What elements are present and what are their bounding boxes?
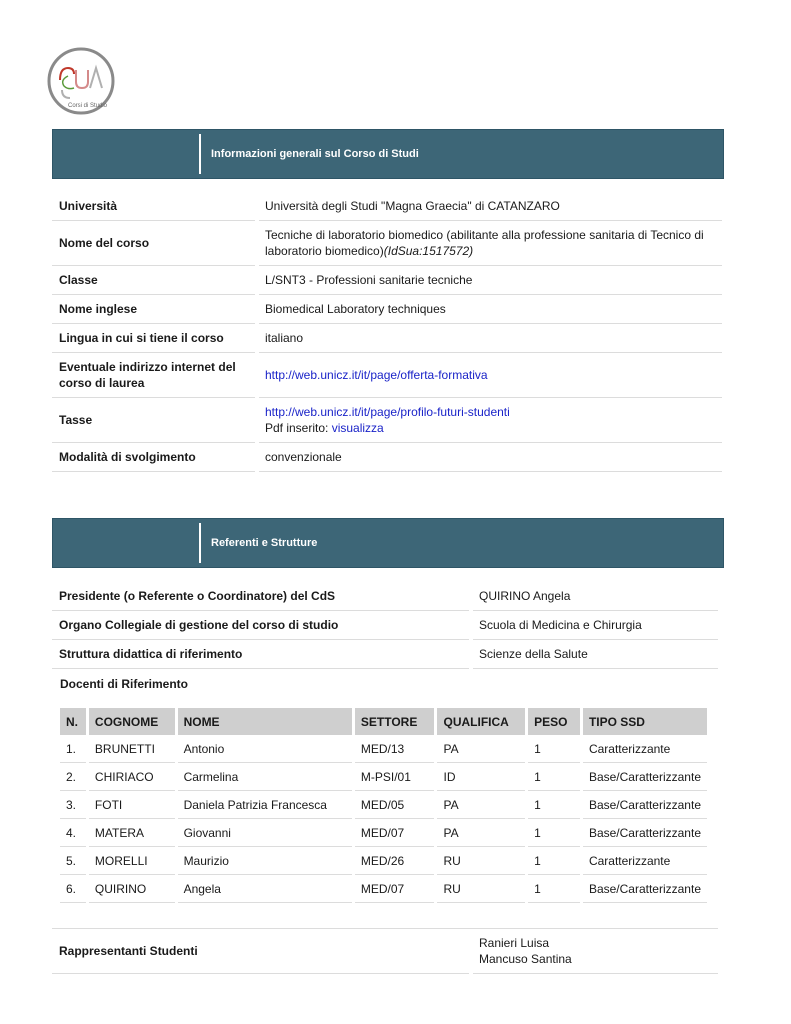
row-indirizzo bbox=[52, 353, 722, 398]
table-row bbox=[60, 763, 709, 791]
label-organo: Organo Collegiale di gestione del corso di studio bbox=[52, 611, 469, 640]
label-presidente: Presidente (o Referente o Coordinatore) del CdS bbox=[52, 582, 469, 611]
cell-qualifica: PA bbox=[436, 819, 527, 847]
value-nome-corso bbox=[259, 221, 722, 266]
cell-n: 4. bbox=[60, 819, 87, 847]
cell-tipo-ssd: Base/Caratterizzante bbox=[581, 875, 708, 903]
rappresentanti-table bbox=[52, 928, 718, 974]
value-lingua: italiano bbox=[259, 324, 722, 353]
cell-cognome: CHIRIACO bbox=[87, 763, 176, 791]
cell-nome: Maurizio bbox=[176, 847, 353, 875]
section-header-referenti bbox=[52, 518, 724, 568]
cell-cognome: FOTI bbox=[87, 791, 176, 819]
nome-corso-text: Tecniche di laboratorio biomedico (abilitante alla professione sanitaria di Tecnico di laboratorio biomedico) bbox=[265, 228, 704, 258]
label-nome-inglese: Nome inglese bbox=[52, 295, 255, 324]
cell-n: 5. bbox=[60, 847, 87, 875]
col-cognome: COGNOME bbox=[87, 708, 176, 735]
row-universita bbox=[52, 192, 722, 221]
cell-nome: Carmelina bbox=[176, 763, 353, 791]
cell-qualifica: PA bbox=[436, 791, 527, 819]
value-universita: Università degli Studi "Magna Graecia" di CATANZARO bbox=[259, 192, 722, 221]
header-divider bbox=[199, 134, 201, 174]
col-n: N. bbox=[60, 708, 87, 735]
cell-peso: 1 bbox=[527, 763, 582, 791]
cell-n: 3. bbox=[60, 791, 87, 819]
cell-nome: Angela bbox=[176, 875, 353, 903]
value-rappresentanti bbox=[473, 929, 718, 974]
cell-nome: Daniela Patrizia Francesca bbox=[176, 791, 353, 819]
docenti-header-row bbox=[60, 708, 709, 735]
cell-qualifica: ID bbox=[436, 763, 527, 791]
cell-settore: MED/26 bbox=[353, 847, 436, 875]
section-header-informazioni bbox=[52, 129, 724, 179]
table-row bbox=[60, 791, 709, 819]
cell-n: 1. bbox=[60, 735, 87, 763]
header-divider bbox=[199, 523, 201, 563]
docenti-table bbox=[60, 708, 710, 903]
cell-cognome: QUIRINO bbox=[87, 875, 176, 903]
col-settore: SETTORE bbox=[353, 708, 436, 735]
cell-qualifica: RU bbox=[436, 875, 527, 903]
col-tipo-ssd: TIPO SSD bbox=[581, 708, 708, 735]
cell-peso: 1 bbox=[527, 791, 582, 819]
label-tasse: Tasse bbox=[52, 398, 255, 443]
svg-text:Corsi di Studio: Corsi di Studio bbox=[68, 103, 108, 109]
cell-cognome: BRUNETTI bbox=[87, 735, 176, 763]
label-universita: Università bbox=[52, 192, 255, 221]
link-profilo-futuri-studenti[interactable]: http://web.unicz.it/it/page/profilo-futuri-studenti bbox=[265, 405, 510, 419]
row-classe bbox=[52, 266, 722, 295]
cell-tipo-ssd: Base/Caratterizzante bbox=[581, 791, 708, 819]
row-presidente bbox=[52, 582, 718, 611]
cell-settore: MED/07 bbox=[353, 819, 436, 847]
cell-settore: MED/07 bbox=[353, 875, 436, 903]
cell-cognome: MATERA bbox=[87, 819, 176, 847]
cell-settore: MED/13 bbox=[353, 735, 436, 763]
col-nome: NOME bbox=[176, 708, 353, 735]
table-row bbox=[60, 875, 709, 903]
cell-nome: Giovanni bbox=[176, 819, 353, 847]
sua-logo bbox=[46, 46, 116, 116]
cell-nome: Antonio bbox=[176, 735, 353, 763]
cell-settore: M-PSI/01 bbox=[353, 763, 436, 791]
col-qualifica: QUALIFICA bbox=[436, 708, 527, 735]
label-classe: Classe bbox=[52, 266, 255, 295]
label-lingua: Lingua in cui si tiene il corso bbox=[52, 324, 255, 353]
nome-corso-id: (IdSua:1517572) bbox=[383, 244, 474, 258]
cell-peso: 1 bbox=[527, 819, 582, 847]
col-peso: PESO bbox=[527, 708, 582, 735]
table-row bbox=[60, 735, 709, 763]
label-indirizzo: Eventuale indirizzo internet del corso di laurea bbox=[52, 353, 255, 398]
cell-qualifica: PA bbox=[436, 735, 527, 763]
label-modalita: Modalità di svolgimento bbox=[52, 443, 255, 472]
value-tasse bbox=[259, 398, 722, 443]
row-lingua bbox=[52, 324, 722, 353]
row-nome-inglese bbox=[52, 295, 722, 324]
cell-n: 6. bbox=[60, 875, 87, 903]
label-rappresentanti: Rappresentanti Studenti bbox=[52, 929, 469, 974]
cell-qualifica: RU bbox=[436, 847, 527, 875]
cell-cognome: MORELLI bbox=[87, 847, 176, 875]
value-classe: L/SNT3 - Professioni sanitarie tecniche bbox=[259, 266, 722, 295]
label-struttura: Struttura didattica di riferimento bbox=[52, 640, 469, 669]
link-visualizza[interactable]: visualizza bbox=[331, 421, 384, 435]
label-nome-corso: Nome del corso bbox=[52, 221, 255, 266]
referenti-table bbox=[52, 582, 718, 669]
value-struttura: Scienze della Salute bbox=[473, 640, 718, 669]
student-name: Mancuso Santina bbox=[479, 952, 572, 966]
student-name: Ranieri Luisa bbox=[479, 936, 550, 950]
value-modalita: convenzionale bbox=[259, 443, 722, 472]
value-presidente: QUIRINO Angela bbox=[473, 582, 718, 611]
table-row bbox=[60, 819, 709, 847]
table-row bbox=[60, 847, 709, 875]
cell-peso: 1 bbox=[527, 735, 582, 763]
row-rappresentanti bbox=[52, 929, 718, 974]
info-table bbox=[52, 192, 722, 472]
row-nome-corso bbox=[52, 221, 722, 266]
docenti-heading: Docenti di Riferimento bbox=[60, 677, 189, 691]
value-indirizzo bbox=[259, 353, 722, 398]
cell-n: 2. bbox=[60, 763, 87, 791]
section-title: Informazioni generali sul Corso di Studi bbox=[211, 148, 419, 160]
cell-tipo-ssd: Caratterizzante bbox=[581, 847, 708, 875]
cell-tipo-ssd: Caratterizzante bbox=[581, 735, 708, 763]
link-offerta-formativa[interactable]: http://web.unicz.it/it/page/offerta-formativa bbox=[265, 368, 488, 382]
cell-peso: 1 bbox=[527, 875, 582, 903]
cell-peso: 1 bbox=[527, 847, 582, 875]
row-tasse bbox=[52, 398, 722, 443]
cell-tipo-ssd: Base/Caratterizzante bbox=[581, 763, 708, 791]
value-organo: Scuola di Medicina e Chirurgia bbox=[473, 611, 718, 640]
row-organo bbox=[52, 611, 718, 640]
row-struttura bbox=[52, 640, 718, 669]
section-title: Referenti e Strutture bbox=[211, 537, 318, 549]
pdf-inserito-label: Pdf inserito: bbox=[265, 421, 332, 435]
cell-settore: MED/05 bbox=[353, 791, 436, 819]
cell-tipo-ssd: Base/Caratterizzante bbox=[581, 819, 708, 847]
value-nome-inglese: Biomedical Laboratory techniques bbox=[259, 295, 722, 324]
row-modalita bbox=[52, 443, 722, 472]
